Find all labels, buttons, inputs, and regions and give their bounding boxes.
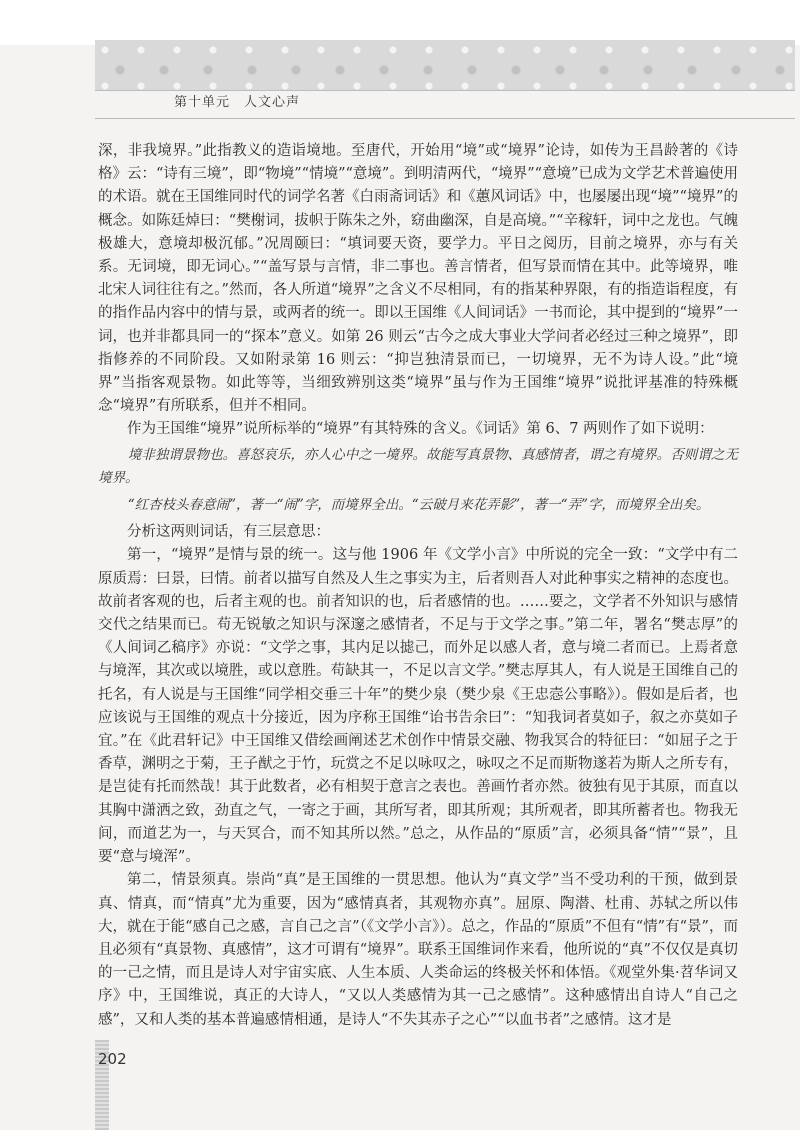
quote-1: 境非独谓景物也。喜怒哀乐，亦人心中之一境界。故能写真景物、真感情者，谓之有境界。否则谓之无境界。 <box>98 446 738 486</box>
top-margin <box>0 0 800 45</box>
paragraph-1: 深，非我境界。”此指教义的造诣境地。至唐代，开始用“境”或“境界”论诗，如传为王昌龄著的《诗格》云：“诗有三境”，即“物境”“情境”“意境”。到明清两代，“境界”“意境”已成为文学艺术普遍使用的术语。就在王国维同时代的词学名著《白雨斋词话》和《蕙风词话》中，也屡屡出现“境”“境界”的概念。如陈廷焯曰：“樊榭词，拔帜于陈朱之外，窈曲幽深，自是高境。”“辛稼轩，词中之龙也。气魄极雄大，意境却极沉郁。”况周颐曰：“填词要天资，要学力。平日之阅历，目前之境界，亦与有关系。无词境，即无词心。”“盖写景与言情，非二事也。善言情者，但写景而情在其中。此等境界，唯北宋人词往往有之。”然而，各人所道“境界”之含义不尽相同，有的指某种界限，有的指造诣程度，有的指作品内容中的情与景，或两者的统一。即以王国维《人间词话》一书而论，其中提到的“境界”一词，也并非都具同一的“探本”意义。如第 26 则云“古今之成大事业大学问者必经过三种之境界”，即指修养的不同阶段。又如附录第 16 则云：“抑岂独清景而已，一切境界，无不为诗人设。”此“境界”当指客观景物。如此等等，当细致辨别这类“境界”虽与作为王国维“境界”说批评基准的特殊概念“境界”有所联系，但并不相同。 <box>98 143 738 415</box>
unit-label: 第十单元 <box>174 95 231 110</box>
page-body <box>98 140 738 1032</box>
paragraph-2: 作为王国维“境界”说所标举的“境界”有其特殊的含义。《词话》第 6、7 两则作了如下说明： <box>127 421 714 438</box>
paragraph-5: 第二，情景须真。崇尚“真”是王国维的一贯思想。他认为“真文学”当不受功利的干预，做到景真、情真，而“情真”尤为重要，因为“感情真者，其观物亦真”。屈原、陶潜、杜甫、苏轼之所以伟大，就在于能“感自己之感，言自己之言”（《文学小言》）。总之，作品的“原质”不但有“情”有“景”，而且必须有“真景物、真感情”，这才可谓有“境界”。联系王国维词作来看，他所说的“真”不仅仅是真切的一己之情，而且是诗人对宇宙实底、人生本质、人类命运的终极关怀和体悟。《观堂外集·苕华词又序》中，王国维说，真正的大诗人，“又以人类感情为其一己之感情”。这种感情出自诗人“自己之感”，又和人类的基本普遍感情相通，是诗人“不失其赤子之心”“以血书者”之感情。这才是 <box>98 872 738 1028</box>
paragraph-3: 分析这两则词话，有三层意思： <box>127 524 330 541</box>
header-decoration <box>95 40 795 91</box>
paragraph-4: 第一，“境界”是情与景的统一。这与他 1906 年《文学小言》中所说的完全一致：“文学中有二原质焉：曰景，曰情。前者以描写自然及人生之事实为主，后者则吾人对此种事实之精神的态度也。故前者客观的也，后者主观的也。前者知识的也，后者感情的也。……要之，文学者不外知识与感情交代之结果而已。苟无锐敏之知识与深邃之感情者，不足与于文学之事。”第二年，署名“樊志厚”的《人间词乙稿序》亦说：“文学之事，其内足以摅己，而外足以感人者，意与境二者而已。上焉者意与境浑，其次或以境胜，或以意胜。苟缺其一，不足以言文学。”樊志厚其人，有人说是王国维自己的托名，有人说是与王国维“同学相交垂三十年”的樊少泉（樊少泉《王忠悫公事略》）。假如是后者，也应该说与王国维的观点十分接近，因为序称王国维“诒书告余曰”：“知我词者莫如子，叙之亦莫如子宜。”在《此君轩记》中王国维又借绘画阐述艺术创作中情景交融、物我冥合的特征曰：“如屈子之于香草，渊明之于菊，王子猷之于竹，玩赏之不足以咏叹之，咏叹之不足而斯物遂若为斯人之所专有，是岂徒有托而然哉！其于此数者，必有相契于意言之表也。善画竹者亦然。彼独有见于其原，而直以其胸中潇洒之致，劲直之气，一寄之于画，其所写者，即其所观；其所观者，即其所蓄者也。物我无间，而道艺为一，与天冥合，而不知其所以然。”总之，从作品的“原质”言，必须具备“情”“景”，且要“意与境浑”。 <box>98 547 738 866</box>
header-rule <box>95 118 795 119</box>
quote-2: “红杏枝头春意闹”，著一“闹”字，而境界全出。“云破月来花弄影”，著一“弄”字，而境界全出矣。 <box>127 497 710 514</box>
page-number: 202 <box>98 1050 127 1068</box>
running-header <box>174 91 300 110</box>
unit-name: 人文心声 <box>244 95 301 110</box>
